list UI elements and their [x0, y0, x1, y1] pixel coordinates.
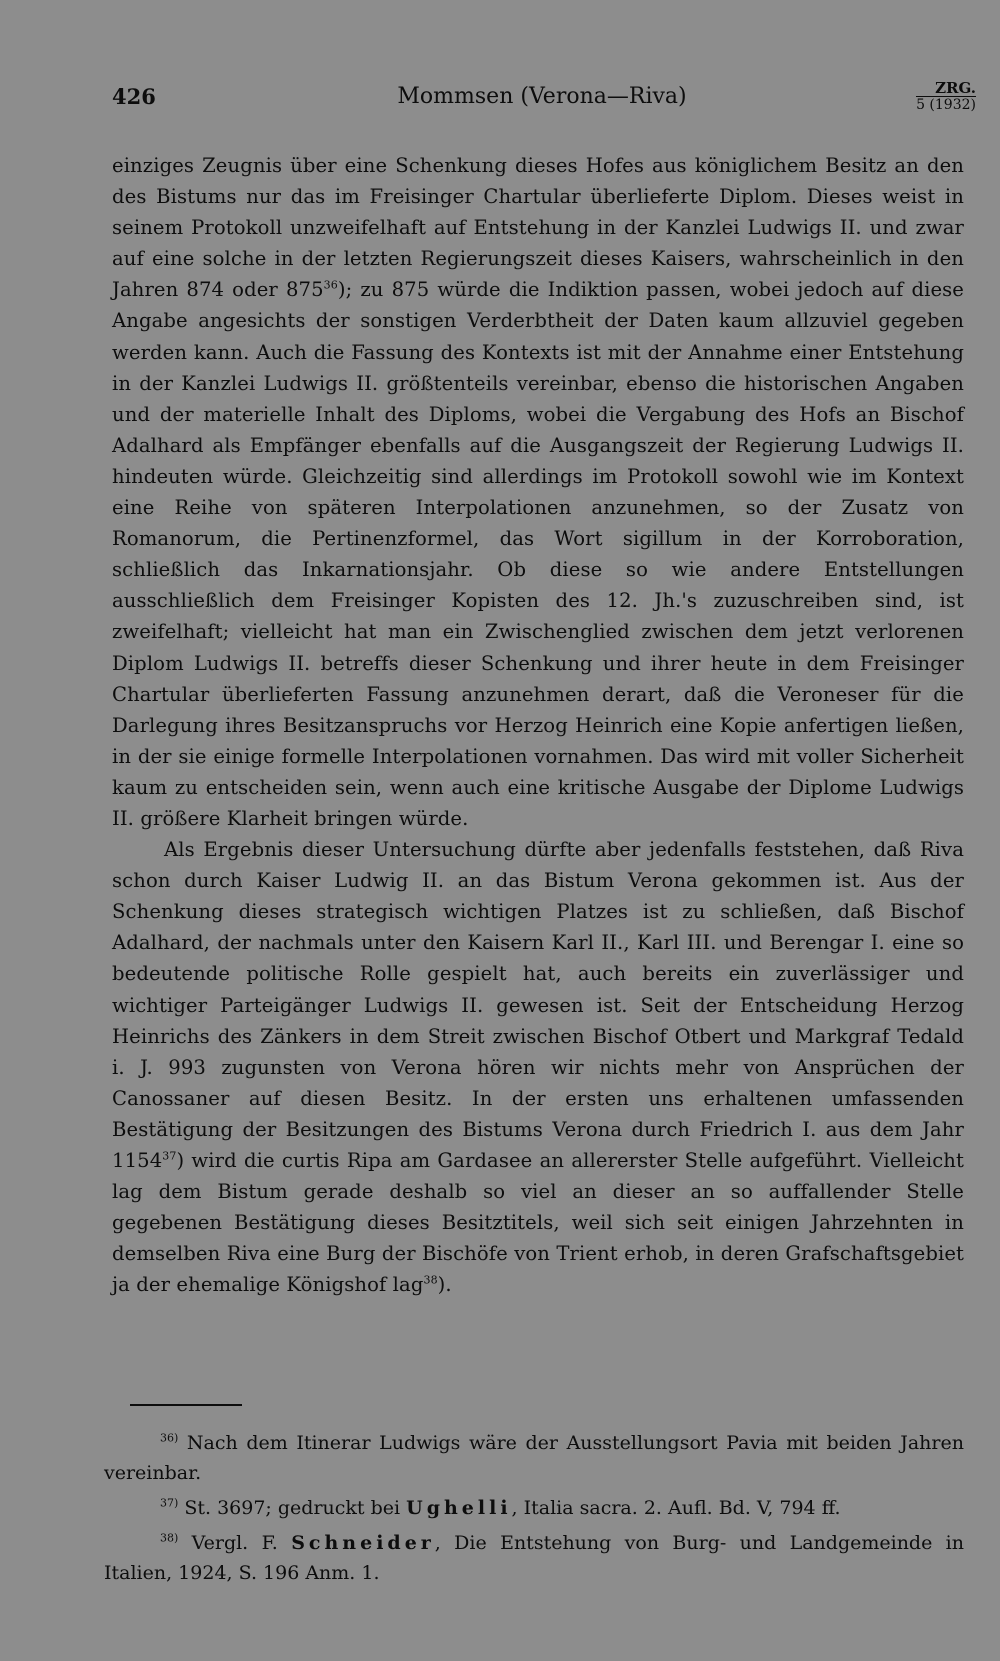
journal-reference	[916, 80, 976, 113]
paragraph-2	[112, 834, 964, 1300]
footnote-divider	[130, 1404, 242, 1406]
running-title: Mommsen (Verona—Riva)	[397, 84, 687, 109]
footnote-36	[104, 1428, 964, 1488]
journal-abbreviation: ZRG.	[916, 80, 976, 97]
footnote-ref-37: 37	[162, 1149, 177, 1163]
main-text	[112, 150, 964, 1300]
footnote-text: Nach dem Itinerar Ludwigs wäre der Ausstellungsort Pavia mit beiden Jahren vereinbar.	[104, 1432, 964, 1484]
footnote-text: St. 3697; gedruckt bei	[184, 1497, 401, 1519]
paragraph-1	[112, 150, 964, 834]
footnote-38	[104, 1528, 964, 1588]
paragraph-2-part-c: ).	[437, 1273, 452, 1297]
journal-volume: 5 (1932)	[916, 97, 976, 113]
paragraph-2-part-a: Als Ergebnis dieser Untersuchung dürfte aber jedenfalls feststehen, daß Riva schon durch Kaiser Ludwig II. an das Bistum Verona gekommen ist. Aus der Schenkung dieses strategisch wichtigen Platzes ist zu schließen, daß Bischof Adalhard, der nachmals unter den Kaisern Karl II., Karl III. und Berengar I. eine so bedeutende politische Rolle gespielt hat, auch bereits ein zuverlässiger und wichtiger Parteigänger Ludwigs II. gewesen ist. Seit der Entscheidung Herzog Heinrichs des Zänkers in dem Streit zwischen Bischof Otbert und Markgraf Tedald i. J. 993 zugunsten von Verona hören wir nichts mehr von Ansprüchen der Canossaner auf diesen Besitz. In der ersten uns erhaltenen umfassenden Bestätigung der Besitzungen des Bistums Verona durch Friedrich I. aus dem Jahr 1154	[112, 838, 964, 1172]
footnote-ref-36: 36	[323, 278, 338, 292]
footnote-mark: 38)	[160, 1531, 179, 1545]
footnote-ref-38: 38	[423, 1273, 438, 1287]
footnote-text: Vergl. F.	[191, 1532, 278, 1554]
footnote-text: , Italia sacra. 2. Aufl. Bd. V, 794 ff.	[511, 1497, 841, 1519]
footnote-mark: 37)	[160, 1496, 179, 1510]
paragraph-1-part-b: ); zu 875 würde die Indiktion passen, wobei jedoch auf diese Angabe angesichts der sonstigen Verderbtheit der Daten kaum allzuviel gegeben werden kann. Auch die Fassung des Kontexts ist mit der Annahme einer Entstehung in der Kanzlei Ludwigs II. größtenteils vereinbar, ebenso die historischen Angaben und der materielle Inhalt des Diploms, wobei die Vergabung des Hofs an Bischof Adalhard als Empfänger ebenfalls auf die Ausgangszeit der Regierung Ludwigs II. hindeuten würde. Gleichzeitig sind allerdings im Protokoll sowohl wie im Kontext eine Reihe von späteren Interpolationen anzunehmen, so der Zusatz von Romanorum, die Pertinenzformel, das Wort sigillum in der Korroboration, schließlich das Inkarnationsjahr. Ob diese so wie andere Entstellungen ausschließlich dem Freisinger Kopisten des 12. Jh.'s zuzuschreiben sind, ist zweifelhaft; vielleicht hat man ein Zwischenglied zwischen dem jetzt verlorenen Diplom Ludwigs II. betreffs dieser Schenkung und ihrer heute in dem Freisinger Chartular überlieferten Fassung anzunehmen derart, daß die Veroneser für die Darlegung ihres Besitzanspruchs vor Herzog Heinrich eine Kopie anfertigen ließen, in der sie einige formelle Interpolationen vornahmen. Das wird mit voller Sicherheit kaum zu entscheiden sein, wenn auch eine kritische Ausgabe der Diplome Ludwigs II. größere Klarheit bringen würde.	[112, 278, 965, 830]
author-name: Ughelli	[406, 1497, 512, 1519]
footnote-37	[104, 1493, 964, 1523]
footnotes	[104, 1428, 964, 1593]
footnote-mark: 36)	[160, 1431, 179, 1445]
author-name: Schneider	[291, 1532, 435, 1554]
paragraph-2-part-b: ) wird die curtis Ripa am Gardasee an allererster Stelle aufgeführt. Vielleicht lag dem Bistum gerade deshalb so viel an dieser an so auffallender Stelle gegebenen Bestätigung dieses Besitztitels, weil sich seit einigen Jahrzehnten in demselben Riva eine Burg der Bischöfe von Trient erhob, in deren Grafschaftsgebiet ja der ehemalige Königshof lag	[112, 1149, 964, 1297]
page-header	[112, 79, 976, 124]
paragraph-1-part-a: einziges Zeugnis über eine Schenkung dieses Hofes aus königlichem Besitz an den des Bistums nur das im Freisinger Chartular überlieferte Diplom. Dieses weist in seinem Protokoll unzweifelhaft auf Entstehung in der Kanzlei Ludwigs II. und zwar auf eine solche in der letzten Regierungszeit dieses Kaisers, wahrscheinlich in den Jahren 874 oder 875	[112, 154, 964, 302]
page-number: 426	[112, 84, 156, 109]
footnote-text: , Die Entstehung von Burg- und Landgemeinde in Italien, 1924, S. 196 Anm. 1.	[104, 1532, 964, 1584]
